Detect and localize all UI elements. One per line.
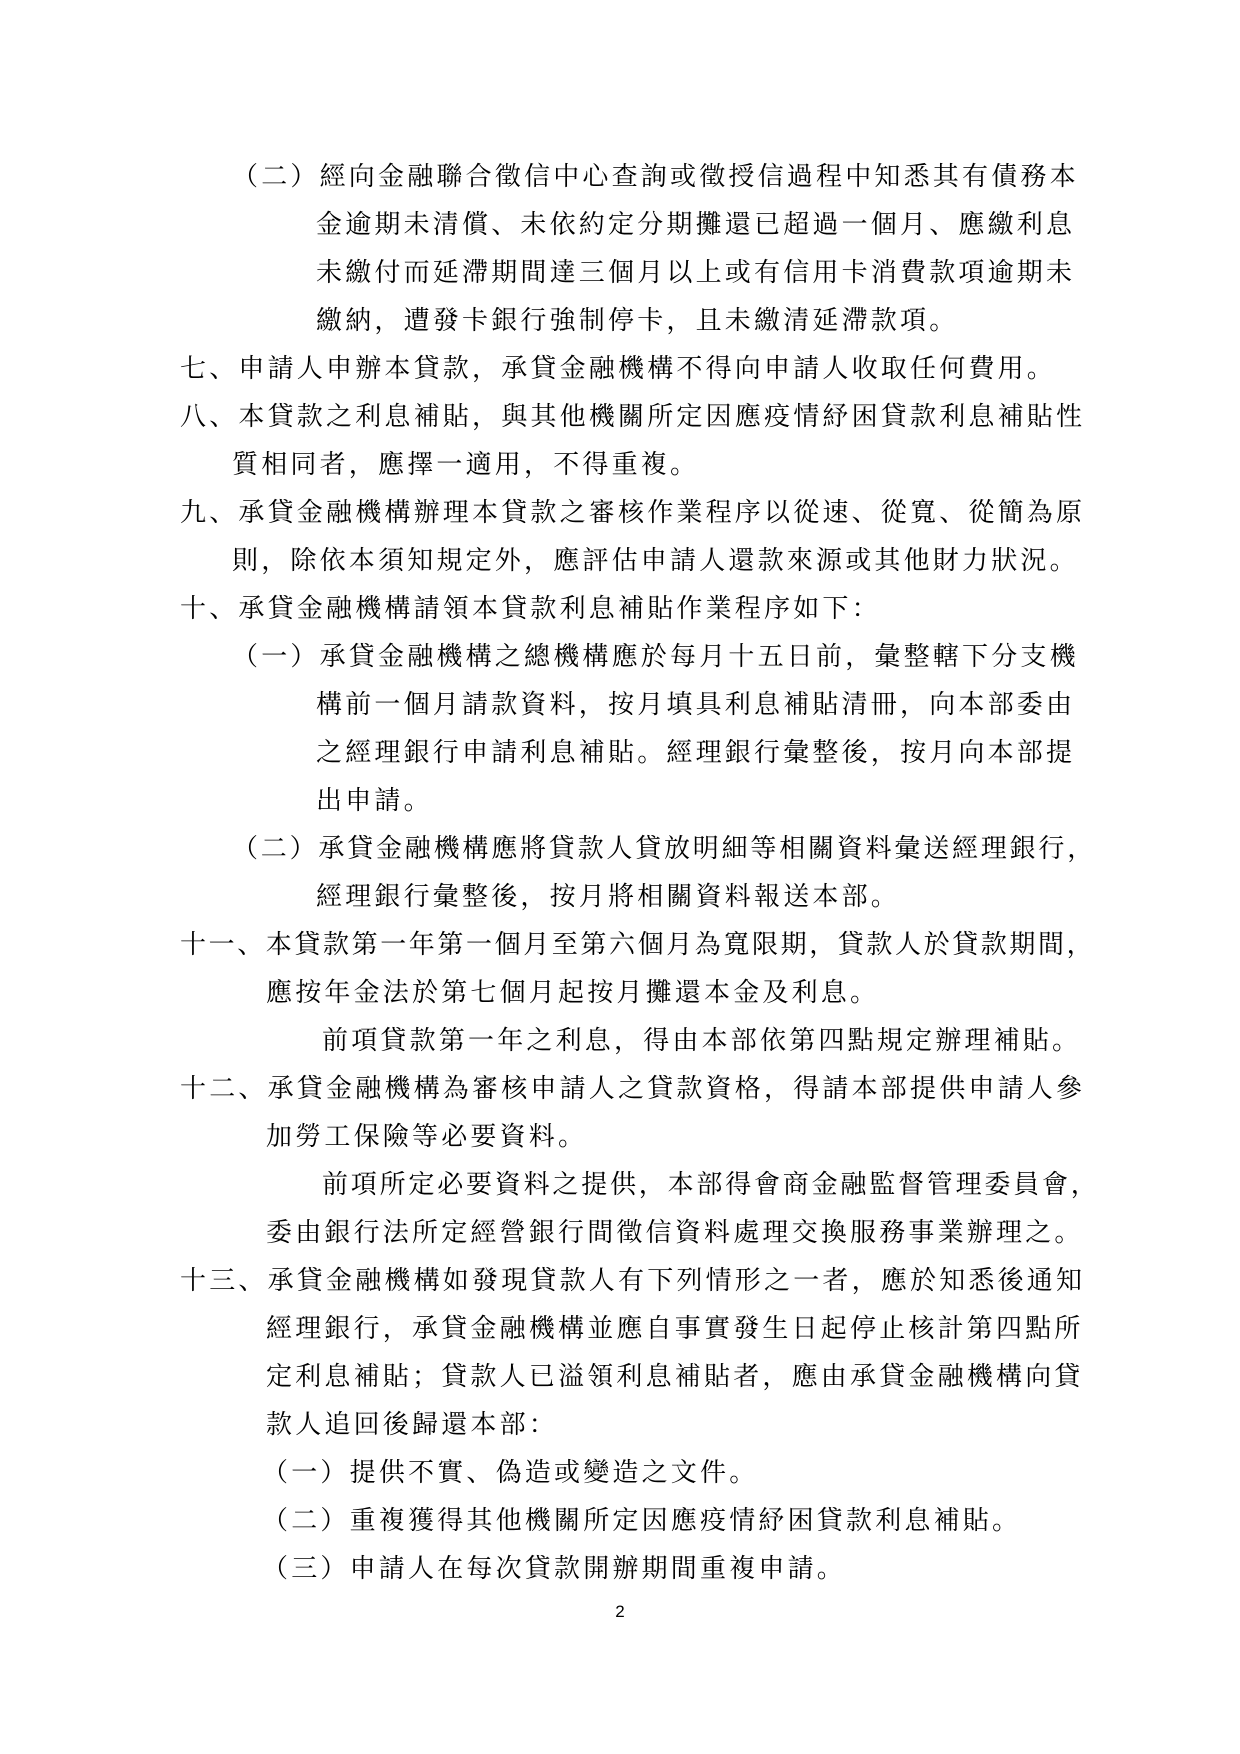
page-number: 2 [615,1602,625,1621]
text-line: （一）承貸金融機構之總機構應於每月十五日前，彙整轄下分支機 [232,642,1079,672]
text-line: 加勞工保險等必要資料。 [266,1122,588,1152]
text-line: （二）重複獲得其他機關所定因應疫情紓困貸款利息補貼。 [262,1506,1022,1536]
text-line: 款人追回後歸還本部： [266,1410,559,1440]
text-line: 前項貸款第一年之利息，得由本部依第四點規定辦理補貼。 [322,1026,1082,1056]
text-line: 十三、承貸金融機構如發現貸款人有下列情形之一者，應於知悉後通知 [180,1266,1086,1296]
text-line: （二）經向金融聯合徵信中心查詢或徵授信過程中知悉其有債務本 [232,162,1079,192]
text-line: 七、申請人申辦本貸款，承貸金融機構不得向申請人收取任何費用。 [180,354,1057,384]
text-line: 未繳付而延滯期間達三個月以上或有信用卡消費款項逾期未 [316,258,1076,288]
text-line: 前項所定必要資料之提供，本部得會商金融監督管理委員會， [322,1170,1100,1200]
text-line: 八、本貸款之利息補貼，與其他機關所定因應疫情紓困貸款利息補貼性 [180,402,1086,432]
text-line: 委由銀行法所定經營銀行間徵信資料處理交換服務事業辦理之。 [266,1218,1084,1248]
text-line: 之經理銀行申請利息補貼。經理銀行彙整後，按月向本部提 [316,738,1076,768]
text-line: 經理銀行彙整後，按月將相關資料報送本部。 [316,882,901,912]
text-line: 則，除依本須知規定外，應評估申請人還款來源或其他財力狀況。 [232,546,1079,576]
text-line: 定利息補貼；貸款人已溢領利息補貼者，應由承貸金融機構向貸 [266,1362,1084,1392]
text-line: 九、承貸金融機構辦理本貸款之審核作業程序以從速、從寬、從簡為原 [180,498,1086,528]
text-line: 繳納，遭發卡銀行強制停卡，且未繳清延滯款項。 [316,306,959,336]
text-line: （一）提供不實、偽造或變造之文件。 [262,1458,759,1488]
text-line: 十、承貸金融機構請領本貸款利息補貼作業程序如下： [180,594,881,624]
text-line: （二）承貸金融機構應將貸款人貸放明細等相關資料彙送經理銀行， [232,834,1097,864]
text-line: 質相同者，應擇一適用，不得重複。 [232,450,700,480]
text-line: 出申請。 [316,786,433,816]
text-line: 構前一個月請款資料，按月填具利息補貼清冊，向本部委由 [316,690,1076,720]
text-line: 經理銀行，承貸金融機構並應自事實發生日起停止核計第四點所 [266,1314,1084,1344]
text-line: （三）申請人在每次貸款開辦期間重複申請。 [262,1554,847,1584]
text-line: 金逾期未清償、未依約定分期攤還已超過一個月、應繳利息 [316,210,1076,240]
text-line: 十二、承貸金融機構為審核申請人之貸款資格，得請本部提供申請人參 [180,1074,1086,1104]
text-line: 十一、本貸款第一年第一個月至第六個月為寬限期，貸款人於貸款期間， [180,930,1096,960]
text-line: 應按年金法於第七個月起按月攤還本金及利息。 [266,978,880,1008]
